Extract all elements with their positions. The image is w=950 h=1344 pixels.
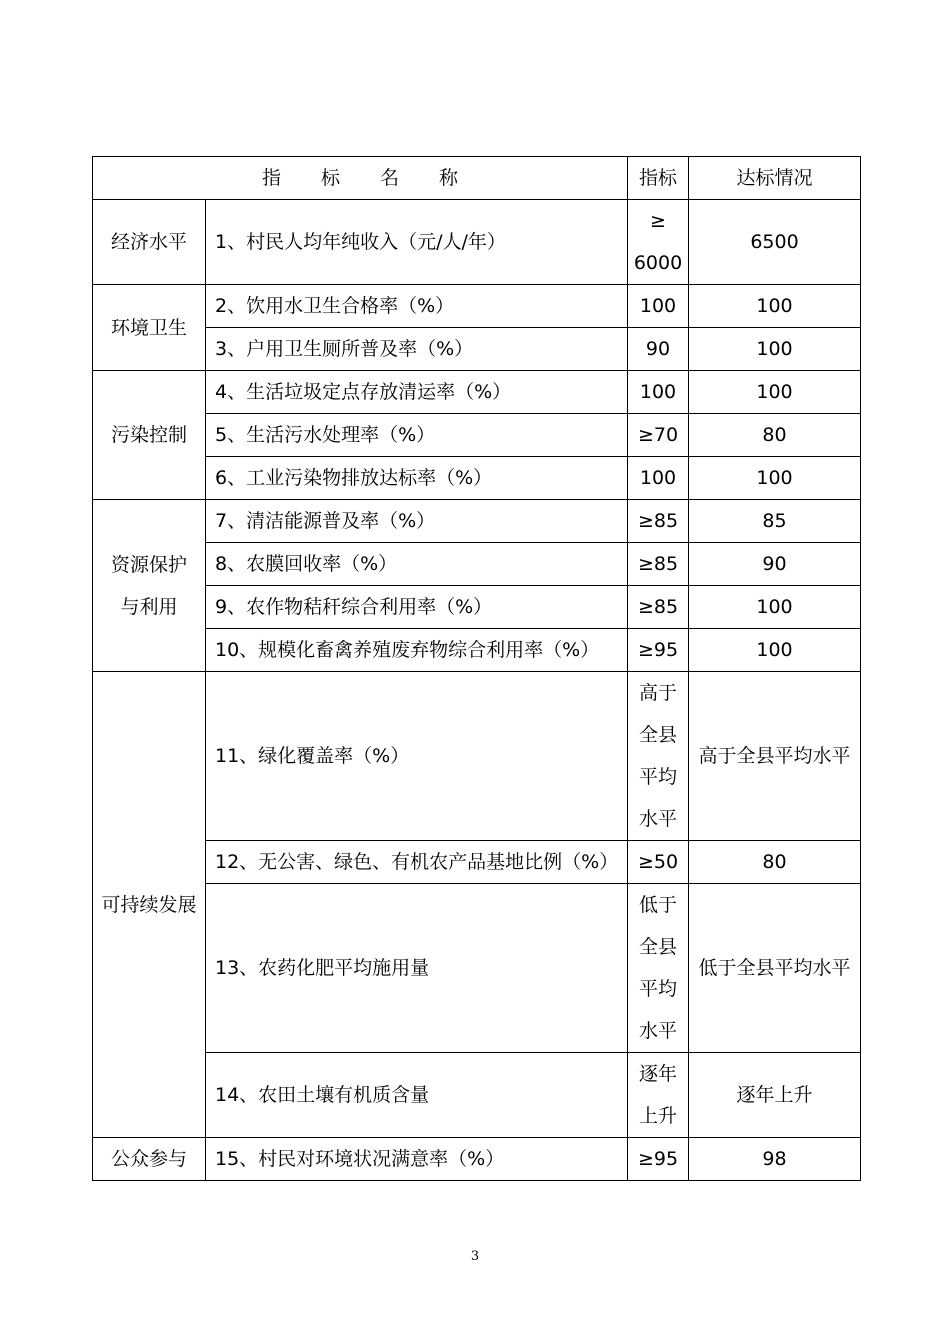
indicator-target: ≥85 (628, 543, 689, 586)
indicator-result: 高于全县平均水平 (689, 672, 861, 841)
indicator-name: 5、生活污水处理率（%） (206, 414, 628, 457)
header-row (93, 157, 861, 200)
indicator-result: 100 (689, 629, 861, 672)
indicator-target: 逐年 上升 (628, 1053, 689, 1138)
indicator-result: 100 (689, 371, 861, 414)
indicator-name: 4、生活垃圾定点存放清运率（%） (206, 371, 628, 414)
indicator-result: 6500 (689, 200, 861, 285)
indicator-result: 90 (689, 543, 861, 586)
indicator-name: 9、农作物秸秆综合利用率（%） (206, 586, 628, 629)
indicator-target: 低于 全县 平均 水平 (628, 884, 689, 1053)
table-row (93, 672, 861, 841)
indicator-table (92, 156, 861, 1181)
indicator-name: 11、绿化覆盖率（%） (206, 672, 628, 841)
indicator-name: 6、工业污染物排放达标率（%） (206, 457, 628, 500)
indicator-name: 1、村民人均年纯收入（元/人/年） (206, 200, 628, 285)
header-target-cell: 指标 (628, 157, 689, 200)
indicator-name: 13、农药化肥平均施用量 (206, 884, 628, 1053)
table-row (93, 500, 861, 543)
indicator-result: 100 (689, 586, 861, 629)
category-cell: 公众参与 (93, 1138, 206, 1181)
table-row (93, 371, 861, 414)
table-row (93, 1138, 861, 1181)
indicator-result: 85 (689, 500, 861, 543)
header-name-cell: 指 标 名 称 (93, 157, 628, 200)
indicator-result: 80 (689, 841, 861, 884)
indicator-result: 80 (689, 414, 861, 457)
page-number: 3 (470, 1249, 480, 1264)
indicator-target: 100 (628, 285, 689, 328)
table-row (93, 586, 861, 629)
indicator-target: ≥ 6000 (628, 200, 689, 285)
indicator-target: ≥95 (628, 1138, 689, 1181)
category-cell: 资源保护 与利用 (93, 500, 206, 672)
indicator-target: ≥85 (628, 500, 689, 543)
table-row (93, 543, 861, 586)
indicator-result: 98 (689, 1138, 861, 1181)
indicator-result: 逐年上升 (689, 1053, 861, 1138)
table-row (93, 884, 861, 1053)
header-result-cell: 达标情况 (689, 157, 861, 200)
indicator-name: 10、规模化畜禽养殖废弃物综合利用率（%） (206, 629, 628, 672)
table-row (93, 200, 861, 285)
indicator-name: 2、饮用水卫生合格率（%） (206, 285, 628, 328)
category-cell: 污染控制 (93, 371, 206, 500)
indicator-result: 100 (689, 457, 861, 500)
table-row (93, 285, 861, 328)
table-row (93, 457, 861, 500)
indicator-target: 100 (628, 457, 689, 500)
indicator-name: 14、农田土壤有机质含量 (206, 1053, 628, 1138)
indicator-result: 100 (689, 328, 861, 371)
indicator-target: ≥85 (628, 586, 689, 629)
indicator-name: 3、户用卫生厕所普及率（%） (206, 328, 628, 371)
indicator-name: 8、农膜回收率（%） (206, 543, 628, 586)
indicator-target: ≥95 (628, 629, 689, 672)
indicator-target: 100 (628, 371, 689, 414)
table-row (93, 328, 861, 371)
table-row (93, 1053, 861, 1138)
indicator-result: 100 (689, 285, 861, 328)
indicator-target: 高于 全县 平均 水平 (628, 672, 689, 841)
indicator-target: ≥50 (628, 841, 689, 884)
indicator-result: 低于全县平均水平 (689, 884, 861, 1053)
indicator-target: 90 (628, 328, 689, 371)
indicator-name: 12、无公害、绿色、有机农产品基地比例（%） (206, 841, 628, 884)
table-row (93, 629, 861, 672)
table-row (93, 841, 861, 884)
category-cell: 经济水平 (93, 200, 206, 285)
category-cell: 可持续发展 (93, 672, 206, 1138)
indicator-name: 7、清洁能源普及率（%） (206, 500, 628, 543)
indicator-target: ≥70 (628, 414, 689, 457)
table-row (93, 414, 861, 457)
category-cell: 环境卫生 (93, 285, 206, 371)
indicator-name: 15、村民对环境状况满意率（%） (206, 1138, 628, 1181)
